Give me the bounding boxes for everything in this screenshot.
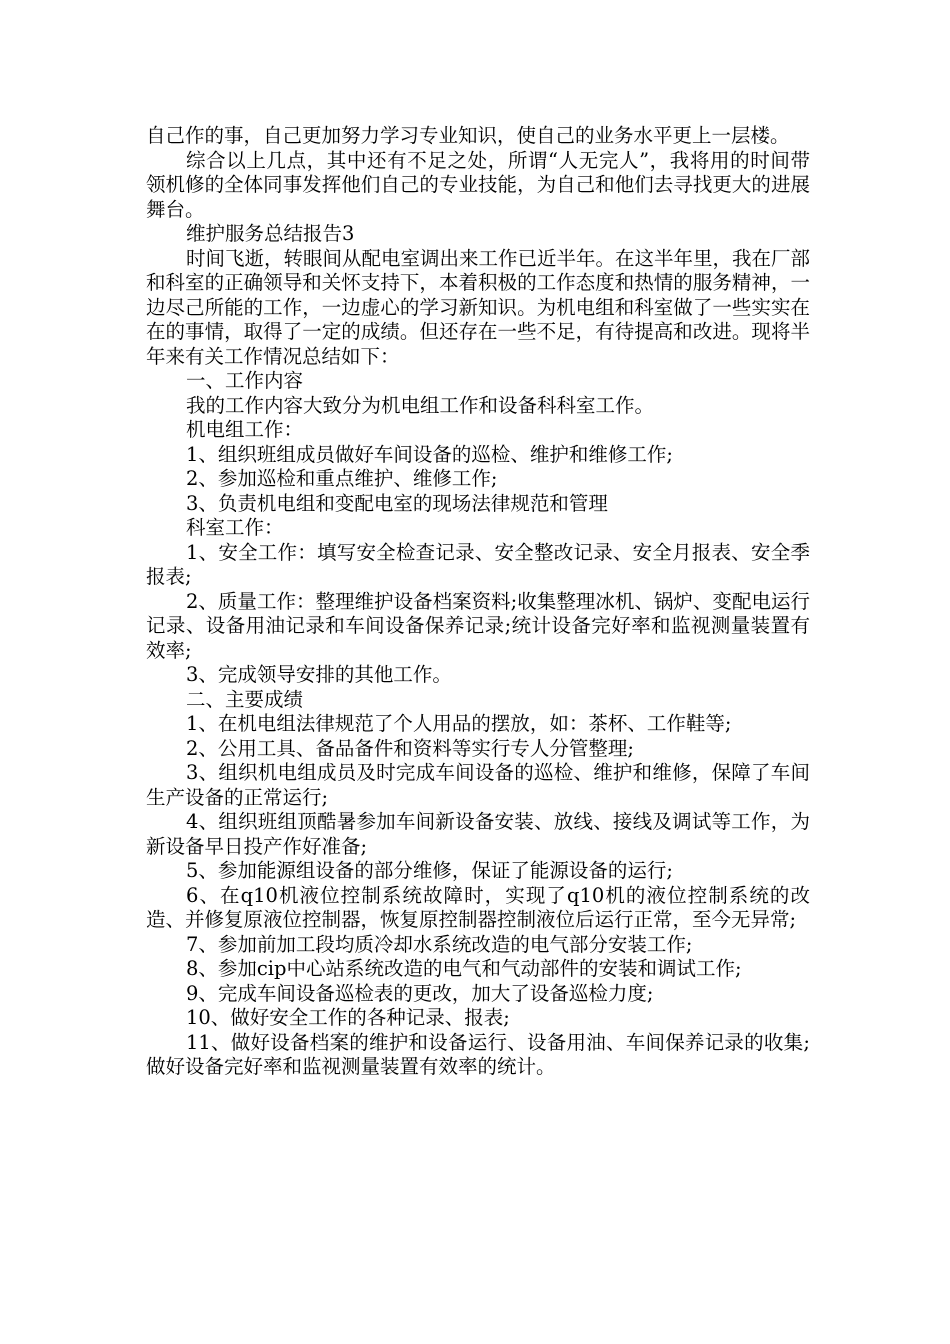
list-item: 7、参加前加工段均质冷却水系统改造的电气部分安装工作; <box>185 932 693 956</box>
list-item: 5、参加能源组设备的部分维修，保证了能源设备的运行; <box>185 859 673 882</box>
list-item: 11、做好设备档案的维护和设备运行、设备用油、车间保养记录的收集;做好设备完好率和监视测量装置有效率的统计。 <box>146 1030 810 1078</box>
document-page <box>146 124 810 1080</box>
section-heading: 二、主要成绩 <box>185 687 303 711</box>
section-heading: 维护服务总结报告3 <box>185 222 355 245</box>
section-heading: 一、工作内容 <box>185 369 303 392</box>
list-item: 3、组织机电组成员及时完成车间设备的巡检、维护和维修，保障了车间生产设备的正常运行; <box>146 761 810 809</box>
list-item: 6、在q10机液位控制系统故障时，实现了q10机的液位控制系统的改造、并修复原液位控制器，恢复原控制器控制液位后运行正常，至今无异常; <box>146 883 810 931</box>
paragraph: 自己作的事，自己更加努力学习专业知识，使自己的业务水平更上一层楼。 <box>146 124 790 147</box>
list-item: 9、完成车间设备巡检表的更改，加大了设备巡检力度; <box>185 981 654 1005</box>
sub-heading: 机电组工作： <box>185 418 303 441</box>
list-item: 1、组织班组成员做好车间设备的巡检、维护和维修工作; <box>185 442 673 466</box>
list-item: 2、质量工作：整理维护设备档案资料;收集整理冰机、锅炉、变配电运行记录、设备用油记录和车间设备保养记录;统计设备完好率和监视测量装置有效率; <box>146 589 810 662</box>
list-item: 2、公用工具、备品备件和资料等实行专人分管整理; <box>185 736 634 760</box>
list-item: 3、负责机电组和变配电室的现场法律规范和管理 <box>185 491 608 515</box>
paragraph: 我的工作内容大致分为机电组工作和设备科科室工作。 <box>185 393 654 417</box>
paragraph: 综合以上几点，其中还有不足之处，所谓“人无完人”，我将用的时间带领机修的全体同事发挥他们自己的专业技能，为自己和他们去寻找更大的进展舞台。 <box>146 148 810 221</box>
list-item: 8、参加cip中心站系统改造的电气和气动部件的安装和调试工作; <box>185 957 742 980</box>
list-item: 3、完成领导安排的其他工作。 <box>185 663 452 686</box>
paragraph: 时间飞逝，转眼间从配电室调出来工作已近半年。在这半年里，我在厂部和科室的正确领导和关怀支持下，本着积极的工作态度和热情的服务精神，一边尽己所能的工作，一边虚心的学习新知识。为机电组和科室做了一些实实在在的事情，取得了一定的成绩。但还存在一些不足，有待提高和改进。现将半年来有关工作情况总结如下： <box>146 246 810 368</box>
list-item: 4、组织班组顶酷暑参加车间新设备安装、放线、接线及调试等工作，为新设备早日投产作好准备; <box>146 810 810 858</box>
list-item: 1、安全工作：填写安全检查记录、安全整改记录、安全月报表、安全季报表; <box>146 540 810 588</box>
list-item: 2、参加巡检和重点维护、维修工作; <box>185 467 498 490</box>
list-item: 1、在机电组法律规范了个人用品的摆放，如：茶杯、工作鞋等; <box>185 712 732 735</box>
sub-heading: 科室工作： <box>185 516 284 539</box>
list-item: 10、做好安全工作的各种记录、报表; <box>185 1006 510 1029</box>
